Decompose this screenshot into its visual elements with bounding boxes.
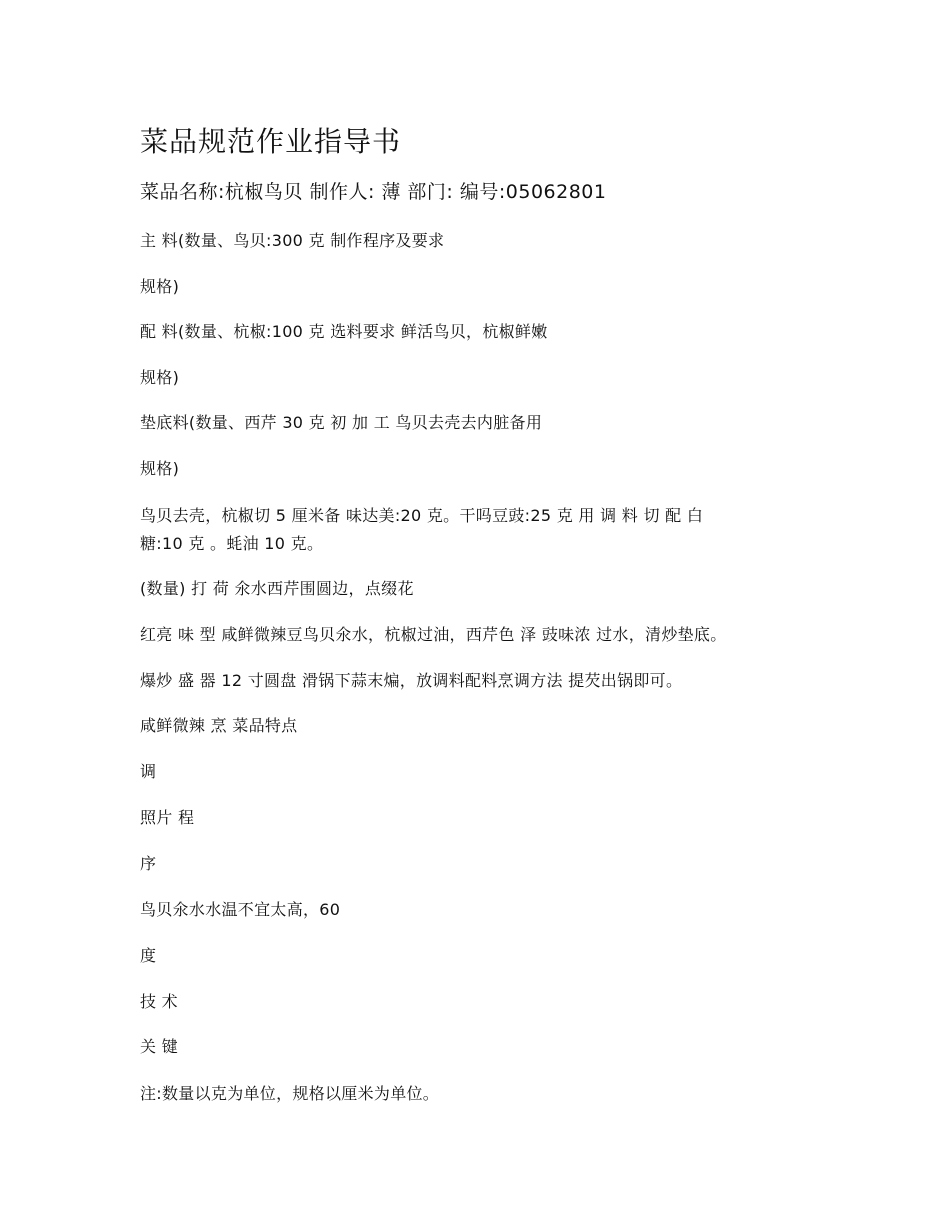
garnish-line: (数量) 打 荷 氽水西芹围圆边，点缀花 [140, 579, 414, 598]
base-ingredient-line: 垫底料(数量、西芹 30 克 初 加 工 鸟贝去壳去内脏备用 [140, 413, 543, 432]
temperature-line: 鸟贝氽水水温不宜太高，60 [140, 900, 341, 919]
text-line: 调 [140, 762, 157, 781]
side-ingredient-line: 配 料(数量、杭椒:100 克 选料要求 鲜活鸟贝，杭椒鲜嫩 [140, 322, 548, 341]
seasoning-line: 鸟贝去壳，杭椒切 5 厘米备 味达美:20 克。干吗豆豉:25 克 用 调 料 切 配 白 糖:10 克 。蚝油 10 克。 [140, 506, 704, 553]
spec-line: 规格) [140, 368, 180, 387]
spec-line: 规格) [140, 459, 180, 478]
spec-line: 规格) [140, 277, 180, 296]
color-flavor-line: 红亮 味 型 咸鲜微辣豆鸟贝氽水，杭椒过油，西芹色 泽 豉味浓 过水，清炒垫底。 [140, 625, 727, 644]
technique-line: 技 术 [140, 992, 178, 1011]
photo-line: 照片 程 [140, 808, 195, 827]
text-line: 度 [140, 946, 157, 965]
document-title: 菜品规范作业指导书 [140, 125, 402, 158]
dish-feature-line: 咸鲜微辣 烹 菜品特点 [140, 716, 298, 735]
text-line: 序 [140, 854, 157, 873]
note-line: 注:数量以克为单位，规格以厘米为单位。 [140, 1084, 440, 1103]
key-line: 关 键 [140, 1037, 178, 1056]
cooking-method-line: 爆炒 盛 器 12 寸圆盘 滑锅下蒜末煸，放调料配料烹调方法 提芡出锅即可。 [140, 671, 683, 690]
dish-info-line: 菜品名称:杭椒鸟贝 制作人: 薄 部门: 编号:05062801 [140, 181, 607, 203]
main-ingredient-line: 主 料(数量、鸟贝:300 克 制作程序及要求 [140, 231, 445, 250]
